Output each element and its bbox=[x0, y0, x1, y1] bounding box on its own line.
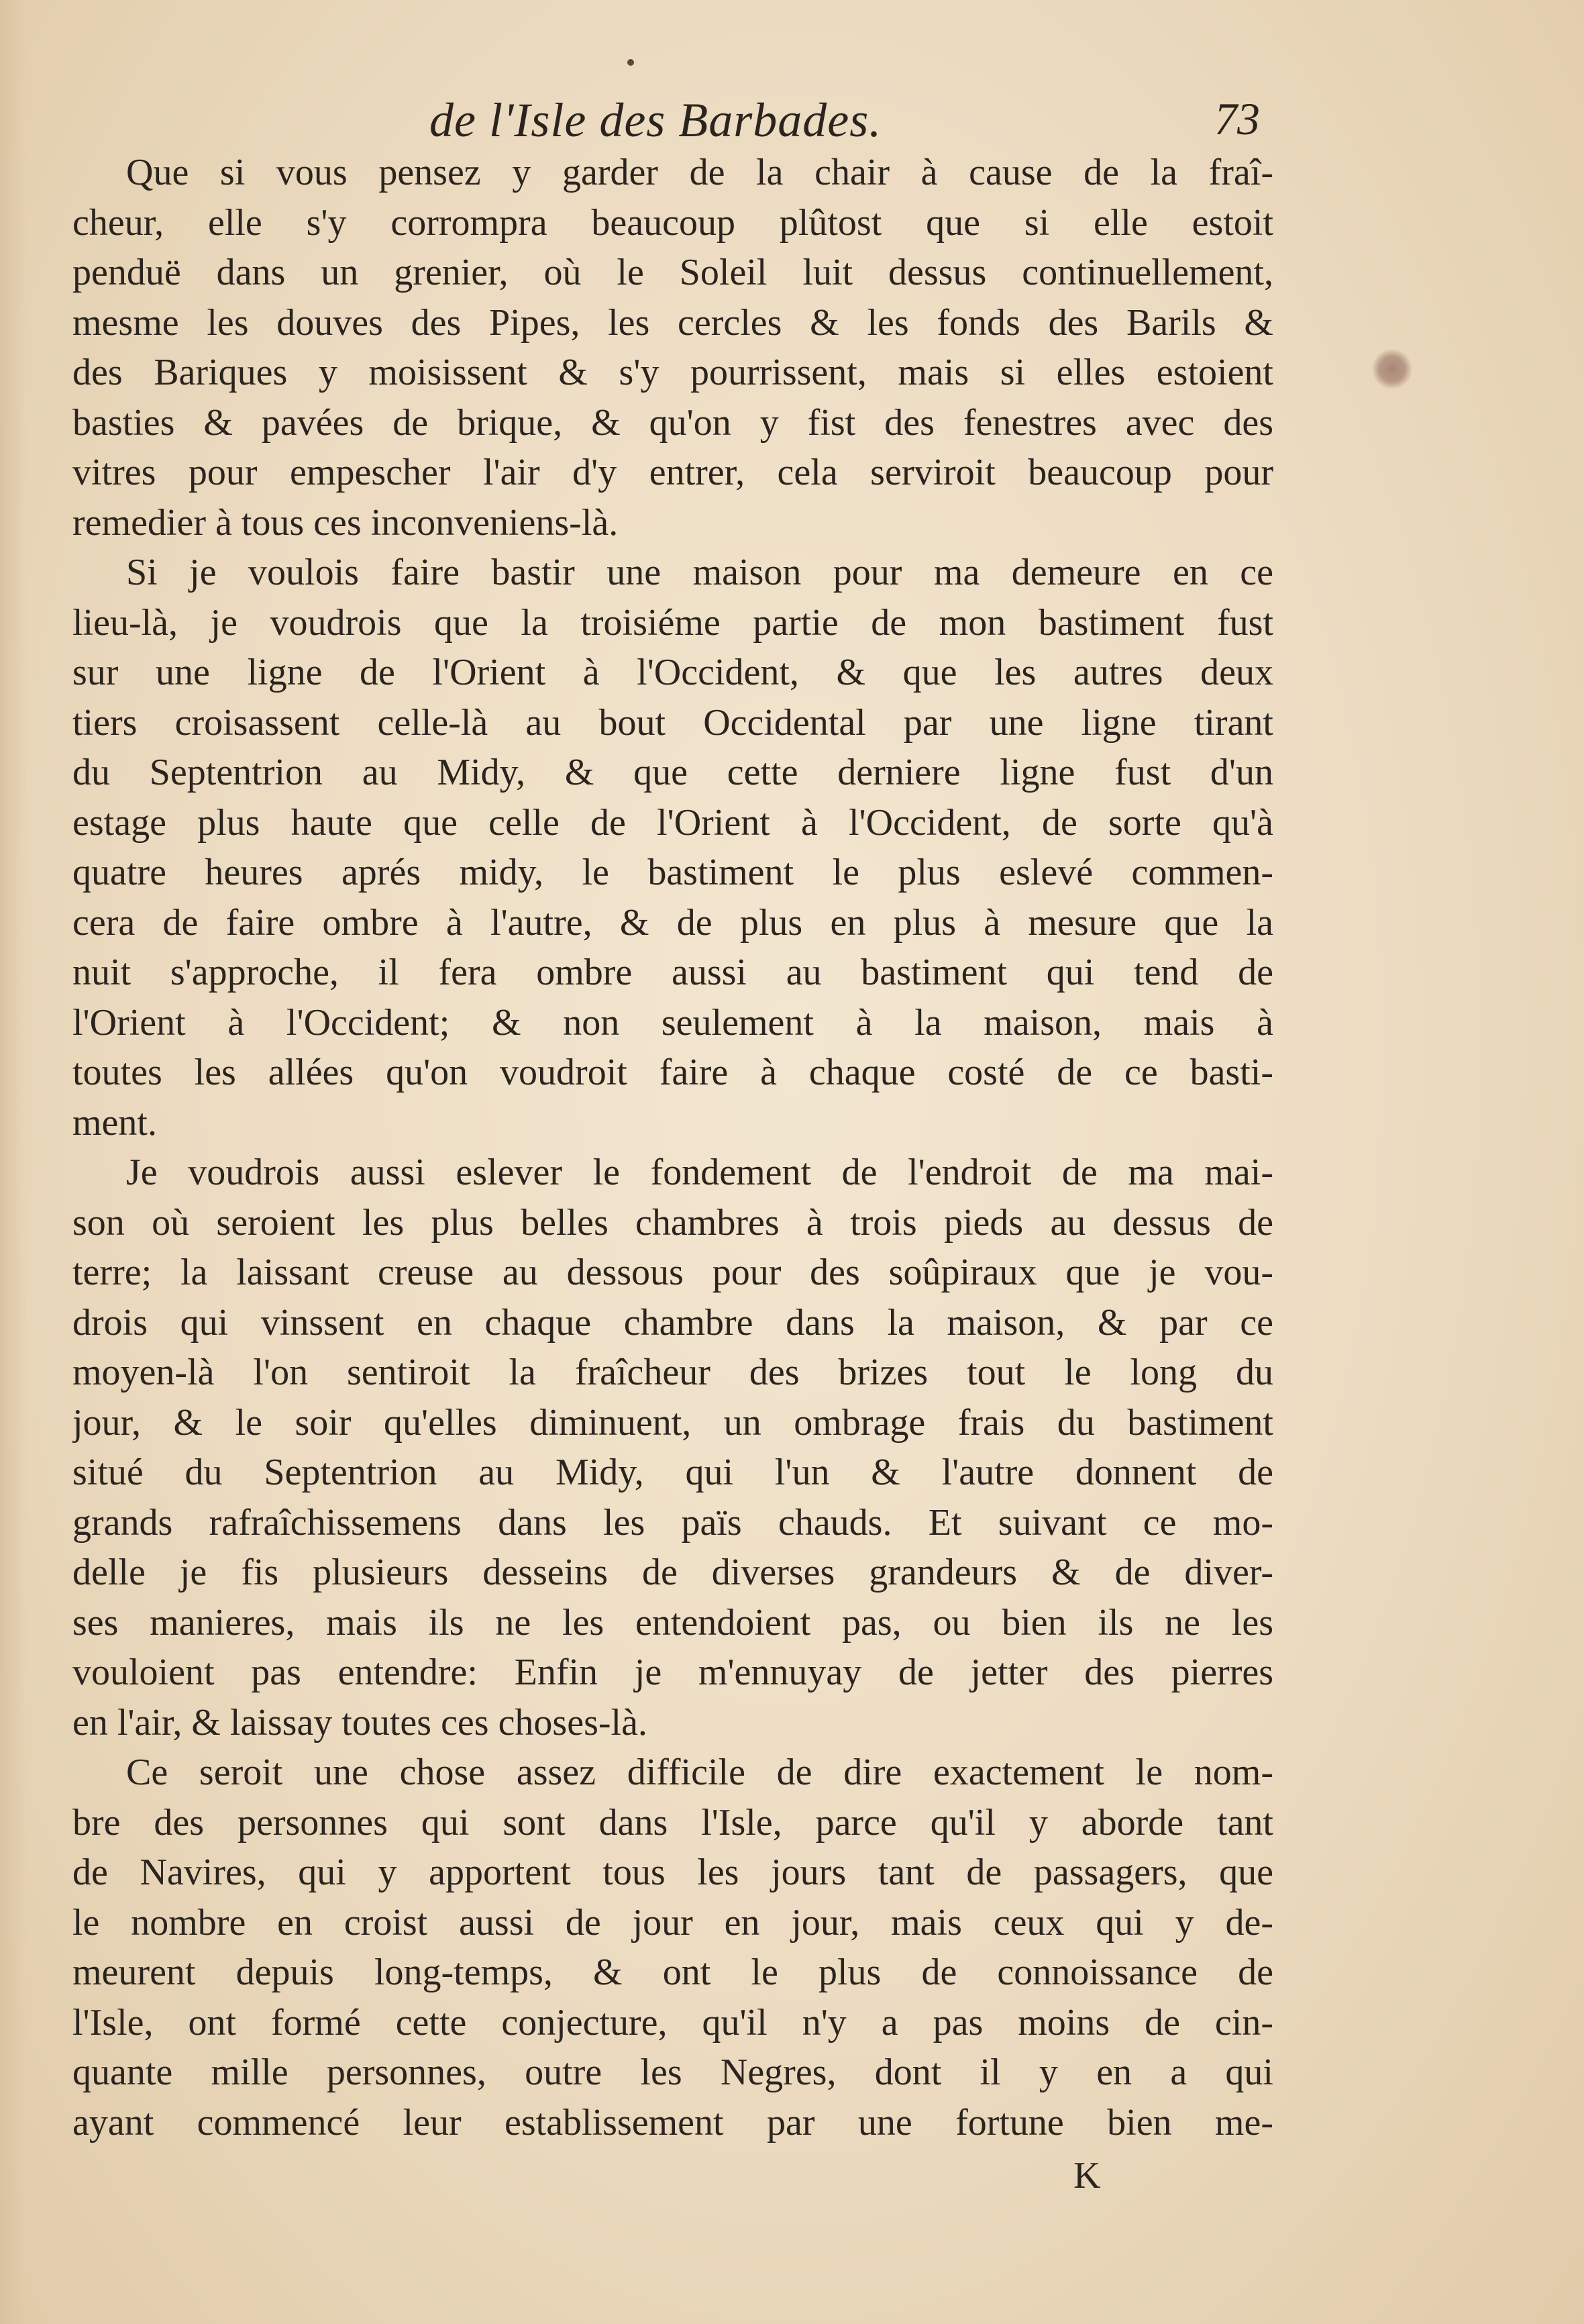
text-line: cera de faire ombre à l'autre, & de plus en plus à mesure que la bbox=[72, 901, 1273, 944]
text-line: jour, & le soir qu'elles diminuent, un ombrage frais du bastiment bbox=[72, 1401, 1273, 1444]
text-line: sur une ligne de l'Orient à l'Occident, & que les autres deux bbox=[72, 652, 1273, 693]
text-line: ayant commencé leur establissement par une fortune bien me- bbox=[72, 2101, 1273, 2143]
text-line: en l'air, & laissay toutes ces choses-là. bbox=[72, 1701, 647, 1744]
text-line: penduë dans un grenier, où le Soleil luit dessus continuellement, bbox=[72, 252, 1273, 293]
text-line: bre des personnes qui sont dans l'Isle, parce qu'il y aborde tant bbox=[72, 1801, 1273, 1843]
body-text bbox=[72, 148, 1273, 2148]
text-line: ment. bbox=[72, 1101, 157, 1144]
signature-mark: K bbox=[1073, 2155, 1101, 2196]
text-line: delle je fis plusieurs desseins de diverses grandeurs & de diver- bbox=[72, 1552, 1273, 1593]
running-header bbox=[74, 79, 1281, 146]
text-line: l'Isle, ont formé cette conjecture, qu'il n'y a pas moins de cin- bbox=[72, 2001, 1273, 2043]
text-line: remedier à tous ces inconveniens-là. bbox=[72, 501, 619, 544]
text-line: drois qui vinssent en chaque chambre dans la maison, & par ce bbox=[72, 1301, 1273, 1344]
text-line: quante mille personnes, outre les Negres, dont il y en a qui bbox=[72, 2052, 1273, 2093]
text-line: Je voudrois aussi eslever le fondement de l'endroit de ma mai- bbox=[126, 1152, 1273, 1193]
page-number: 73 bbox=[1214, 93, 1260, 144]
text-line: vitres pour empescher l'air d'y entrer, cela serviroit beaucoup pour bbox=[72, 452, 1273, 493]
text-line: tiers croisassent celle-là au bout Occidental par une ligne tirant bbox=[72, 701, 1273, 744]
text-line: cheur, elle s'y corrompra beaucoup plûtost que si elle estoit bbox=[72, 201, 1273, 244]
text-line: vouloient pas entendre: Enfin je m'ennuyay de jetter des pierres bbox=[72, 1652, 1273, 1693]
text-line: terre; la laissant creuse au dessous pour des soûpiraux que je vou- bbox=[72, 1252, 1273, 1293]
text-line: grands rafraîchissemens dans les païs chauds. Et suivant ce mo- bbox=[72, 1501, 1273, 1544]
text-line: Si je voulois faire bastir une maison pour ma demeure en ce bbox=[126, 552, 1273, 593]
text-line: Ce seroit une chose assez difficile de dire exactement le nom- bbox=[126, 1752, 1273, 1793]
text-line: basties & pavées de brique, & qu'on y fist des fenestres avec des bbox=[72, 401, 1273, 444]
text-line: l'Orient à l'Occident; & non seulement à la maison, mais à bbox=[72, 1001, 1273, 1044]
text-line: meurent depuis long-temps, & ont le plus de connoissance de bbox=[72, 1952, 1273, 1993]
text-line: moyen-là l'on sentiroit la fraîcheur des brizes tout le long du bbox=[72, 1352, 1273, 1393]
text-line: du Septentrion au Midy, & que cette derniere ligne fust d'un bbox=[72, 752, 1273, 793]
text-line: estage plus haute que celle de l'Orient à l'Occident, de sorte qu'à bbox=[72, 801, 1273, 844]
text-line: situé du Septentrion au Midy, qui l'un & l'autre donnent de bbox=[72, 1452, 1273, 1493]
text-line: de Navires, qui y apportent tous les jours tant de passagers, que bbox=[72, 1852, 1273, 1893]
text-line: son où seroient les plus belles chambres à trois pieds au dessus de bbox=[72, 1201, 1273, 1244]
page-gutter-shadow bbox=[0, 0, 27, 2324]
text-line: toutes les allées qu'on voudroit faire à chaque costé de ce basti- bbox=[72, 1052, 1273, 1093]
text-line: le nombre en croist aussi de jour en jour, mais ceux qui y de- bbox=[72, 1901, 1273, 1943]
running-title: de l'Isle des Barbades. bbox=[429, 93, 882, 147]
text-line: lieu-là, je voudrois que la troisiéme partie de mon bastiment fust bbox=[72, 601, 1273, 644]
text-line: quatre heures aprés midy, le bastiment le plus eslevé commen- bbox=[72, 852, 1273, 893]
paper-stain bbox=[1372, 349, 1412, 389]
text-line: mesme les douves des Pipes, les cercles & les fonds des Barils & bbox=[72, 301, 1273, 344]
text-line: des Bariques y moisissent & s'y pourrissent, mais si elles estoient bbox=[72, 352, 1273, 393]
text-line: nuit s'approche, il fera ombre aussi au bastiment qui tend de bbox=[72, 952, 1273, 993]
ink-dot bbox=[627, 59, 634, 66]
text-line: ses manieres, mais ils ne les entendoient pas, ou bien ils ne les bbox=[72, 1601, 1273, 1644]
text-line: Que si vous pensez y garder de la chair à cause de la fraî- bbox=[126, 152, 1273, 193]
